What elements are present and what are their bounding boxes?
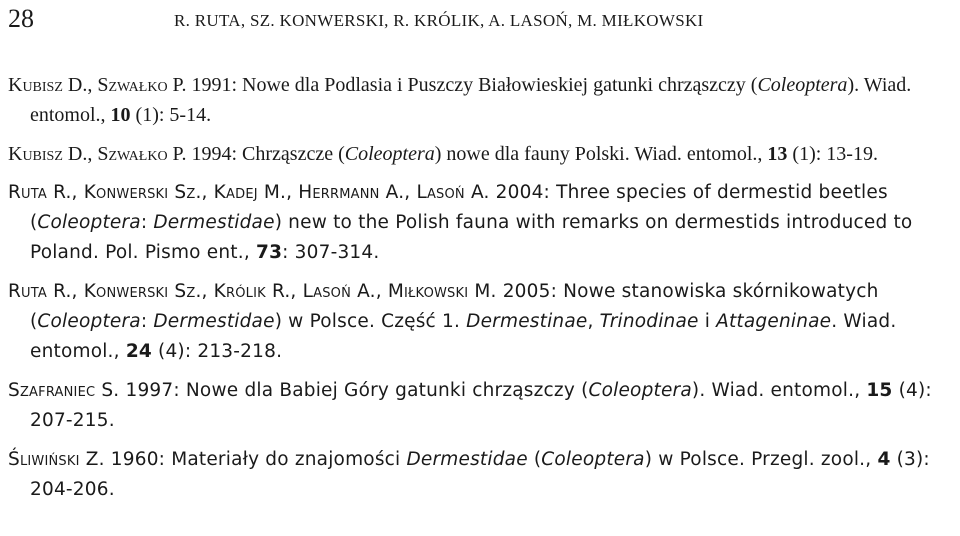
reference-item <box>8 445 952 505</box>
ref-separator: : <box>140 311 154 332</box>
ref-journal: ) new to the Polish fauna with remarks on dermestids introduced to Poland. Pol. Pismo ent., <box>30 212 913 263</box>
ref-taxon: Dermestinae <box>466 311 588 332</box>
reference-item <box>8 139 952 169</box>
ref-pages: (1): 13-19. <box>787 143 878 165</box>
ref-title-continued: i <box>698 311 717 332</box>
ref-taxon: Dermestidae <box>153 311 275 332</box>
ref-journal: ). Wiad. entomol., <box>691 380 867 401</box>
ref-title: Nowe dla Podlasia i Puszczy Białowieskiej gatunki chrząszczy ( <box>242 74 758 96</box>
ref-journal: ) w Polsce. Przegl. zool., <box>644 449 878 470</box>
ref-journal: . Wiad. entomol., <box>30 311 897 362</box>
ref-year: 1960: <box>110 449 166 470</box>
ref-taxon: Coleoptera <box>541 449 645 470</box>
ref-title-continued: ( <box>527 449 542 470</box>
ref-year: 2004: <box>495 182 550 203</box>
ref-taxon: Coleoptera <box>37 311 141 332</box>
ref-year: 1991: <box>191 74 238 96</box>
ref-authors: Kubisz D., Szwałko P. <box>8 143 187 165</box>
ref-pages: (4): 213-218. <box>151 341 283 362</box>
ref-volume: 13 <box>767 143 788 165</box>
ref-volume: 73 <box>256 242 283 263</box>
ref-separator: : <box>140 212 154 233</box>
ref-title: Nowe stanowiska skórnikowatych ( <box>30 281 879 332</box>
ref-title: Materiały do znajomości <box>171 449 407 470</box>
ref-taxon: Dermestidae <box>153 212 275 233</box>
ref-year: 1997: <box>125 380 180 401</box>
page-header <box>8 4 952 38</box>
ref-title: Chrząszcze ( <box>242 143 345 165</box>
ref-year: 2005: <box>502 281 558 302</box>
ref-volume: 4 <box>877 449 891 470</box>
ref-year: 1994: <box>191 143 238 165</box>
ref-authors: Śliwiński Z. <box>8 449 105 470</box>
ref-separator: , <box>587 311 600 332</box>
ref-taxon: Coleoptera <box>588 380 692 401</box>
ref-authors: Szafraniec S. <box>8 380 120 401</box>
ref-authors: Kubisz D., Szwałko P. <box>8 74 187 96</box>
ref-authors: Ruta R., Konwerski Sz., Królik R., Lasoń A., Miłkowski M. <box>8 281 497 302</box>
ref-journal: ). Wiad. entomol., <box>30 74 912 126</box>
reference-item <box>8 178 952 268</box>
page-number: 28 <box>8 4 34 33</box>
ref-pages: : 307-314. <box>282 242 380 263</box>
reference-item <box>8 70 952 130</box>
ref-title-continued: ) w Polsce. Część 1. <box>274 311 467 332</box>
ref-taxon: Trinodinae <box>599 311 699 332</box>
ref-pages: (1): 5-14. <box>130 104 212 126</box>
ref-pages: (4): 207-215. <box>30 380 932 431</box>
ref-journal: ) nowe dla fauny Polski. Wiad. entomol., <box>434 143 768 165</box>
ref-pages: (3): 204-206. <box>30 449 930 500</box>
ref-authors: Ruta R., Konwerski Sz., Kadej M., Herrmann A., Lasoń A. <box>8 182 490 203</box>
ref-title: Three species of dermestid beetles ( <box>30 182 888 233</box>
reference-item <box>8 277 952 367</box>
ref-title: Nowe dla Babiej Góry gatunki chrząszczy ( <box>185 380 589 401</box>
ref-taxon: Coleoptera <box>344 143 435 165</box>
reference-list <box>8 70 952 514</box>
ref-taxon: Attageninae <box>716 311 832 332</box>
ref-taxon: Coleoptera <box>757 74 848 96</box>
ref-taxon: Dermestidae <box>406 449 528 470</box>
ref-volume: 15 <box>866 380 893 401</box>
ref-volume: 10 <box>110 104 131 126</box>
reference-item <box>8 376 952 436</box>
ref-volume: 24 <box>125 341 152 362</box>
running-head: R. RUTA, SZ. KONWERSKI, R. KRÓLIK, A. LASOŃ, M. MIŁKOWSKI <box>174 11 704 30</box>
ref-taxon: Coleoptera <box>37 212 141 233</box>
